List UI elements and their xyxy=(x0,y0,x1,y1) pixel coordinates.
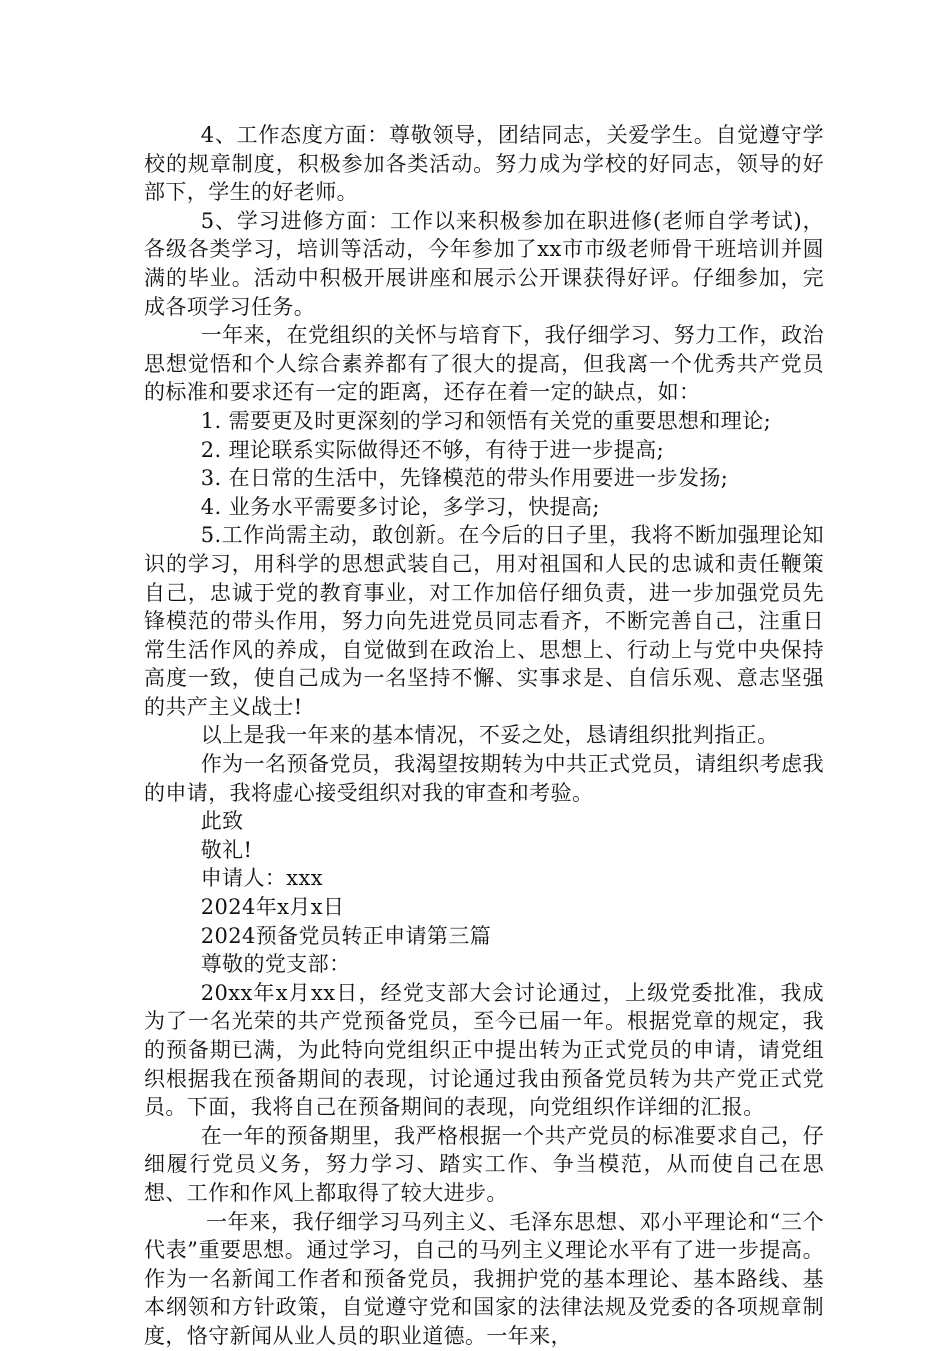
greeting-party-branch: 尊敬的党支部： xyxy=(200,952,351,977)
applicant-signature: 申请人：xxx xyxy=(200,866,324,891)
paragraph-theory-study: 一年来，我仔细学习马列主义、毛泽东思想、邓小平理论和“三个代表”重要思想。通过学习，自己的马列主义理论水平有了进一步提高。作为一名新闻工作者和预备党员，我拥护党的基本理论、基本路线、基本纲领和方针政策，自觉遵守党和国家的法律法规及党委的各项规章制度，恪守新闻从业人员的职业道德。一年来， xyxy=(144,1209,824,1348)
document-page xyxy=(144,121,824,1351)
paragraph-summary: 一年来，在党组织的关怀与培育下，我仔细学习、努力工作，政治思想觉悟和个人综合素养都有了很大的提高，但我离一个优秀共产党员的标准和要求还有一定的距离，还存在着一定的缺点，如： xyxy=(144,323,824,405)
paragraph-study: 5、学习进修方面：工作以来积极参加在职进修(老师自学考试)，各级各类学习，培训等活动，今年参加了xx市市级老师骨干班培训并圆满的毕业。活动中积极开展讲座和展示公开课获得好评。仔细参加，完成各项学习任务。 xyxy=(144,208,824,319)
list-item-shortcoming-2: 2. 理论联系实际做得还不够，有待于进一步提高; xyxy=(200,437,665,462)
paragraph-future-plan: 5.工作尚需主动，敢创新。在今后的日子里，我将不断加强理论知识的学习，用科学的思想武装自己，用对祖国和人民的忠诚和责任鞭策自己，忠诚于党的教育事业，对工作加倍仔细负责，进一步加强党员先锋模范的带头作用，努力向先进党员同志看齐，不断完善自己，注重日常生活作风的养成，自觉做到在政治上、思想上、行动上与党中央保持高度一致，使自己成为一名坚持不懈、实事求是、自信乐观、意志坚强的共产主义战士! xyxy=(144,523,824,719)
paragraph-request: 作为一名预备党员，我渴望按期转为中共正式党员，请组织考虑我的申请，我将虚心接受组织对我的审查和考验。 xyxy=(144,752,824,805)
application-date: 2024年x月x日 xyxy=(200,895,345,920)
paragraph-work-attitude: 4、工作态度方面：尊敬领导，团结同志，关爱学生。自觉遵守学校的规章制度，积极参加各类活动。努力成为学校的好同志，领导的好部下，学生的好老师。 xyxy=(144,123,824,205)
list-item-shortcoming-4: 4. 业务水平需要多讨论，多学习，快提高; xyxy=(200,494,600,519)
paragraph-probation: 在一年的预备期里，我严格根据一个共产党员的标准要求自己，仔细履行党员义务，努力学习、踏实工作、争当模范，从而使自己在思想、工作和作风上都取得了较大进步。 xyxy=(144,1123,824,1205)
paragraph-closing: 以上是我一年来的基本情况，不妥之处，恳请组织批判指正。 xyxy=(200,723,779,748)
section-title-third: 2024预备党员转正申请第三篇 xyxy=(200,923,492,948)
list-item-shortcoming-3: 3. 在日常的生活中，先锋模范的带头作用要进一步发扬; xyxy=(200,466,729,491)
paragraph-intro: 20xx年x月xx日，经党支部大会讨论通过，上级党委批准，我成为了一名光荣的共产党预备党员，至今已届一年。根据党章的规定，我的预备期已满，为此特向党组织正中提出转为正式党员的申请，请党组织根据我在预备期间的表现，讨论通过我由预备党员转为共产党正式党员。下面，我将自己在预备期间的表现，向党组织作详细的汇报。 xyxy=(144,980,824,1120)
salutation-cizhi: 此致 xyxy=(200,809,244,834)
salutation-jingli: 敬礼! xyxy=(200,837,253,862)
list-item-shortcoming-1: 1. 需要更及时更深刻的学习和领悟有关党的重要思想和理论; xyxy=(200,408,772,433)
